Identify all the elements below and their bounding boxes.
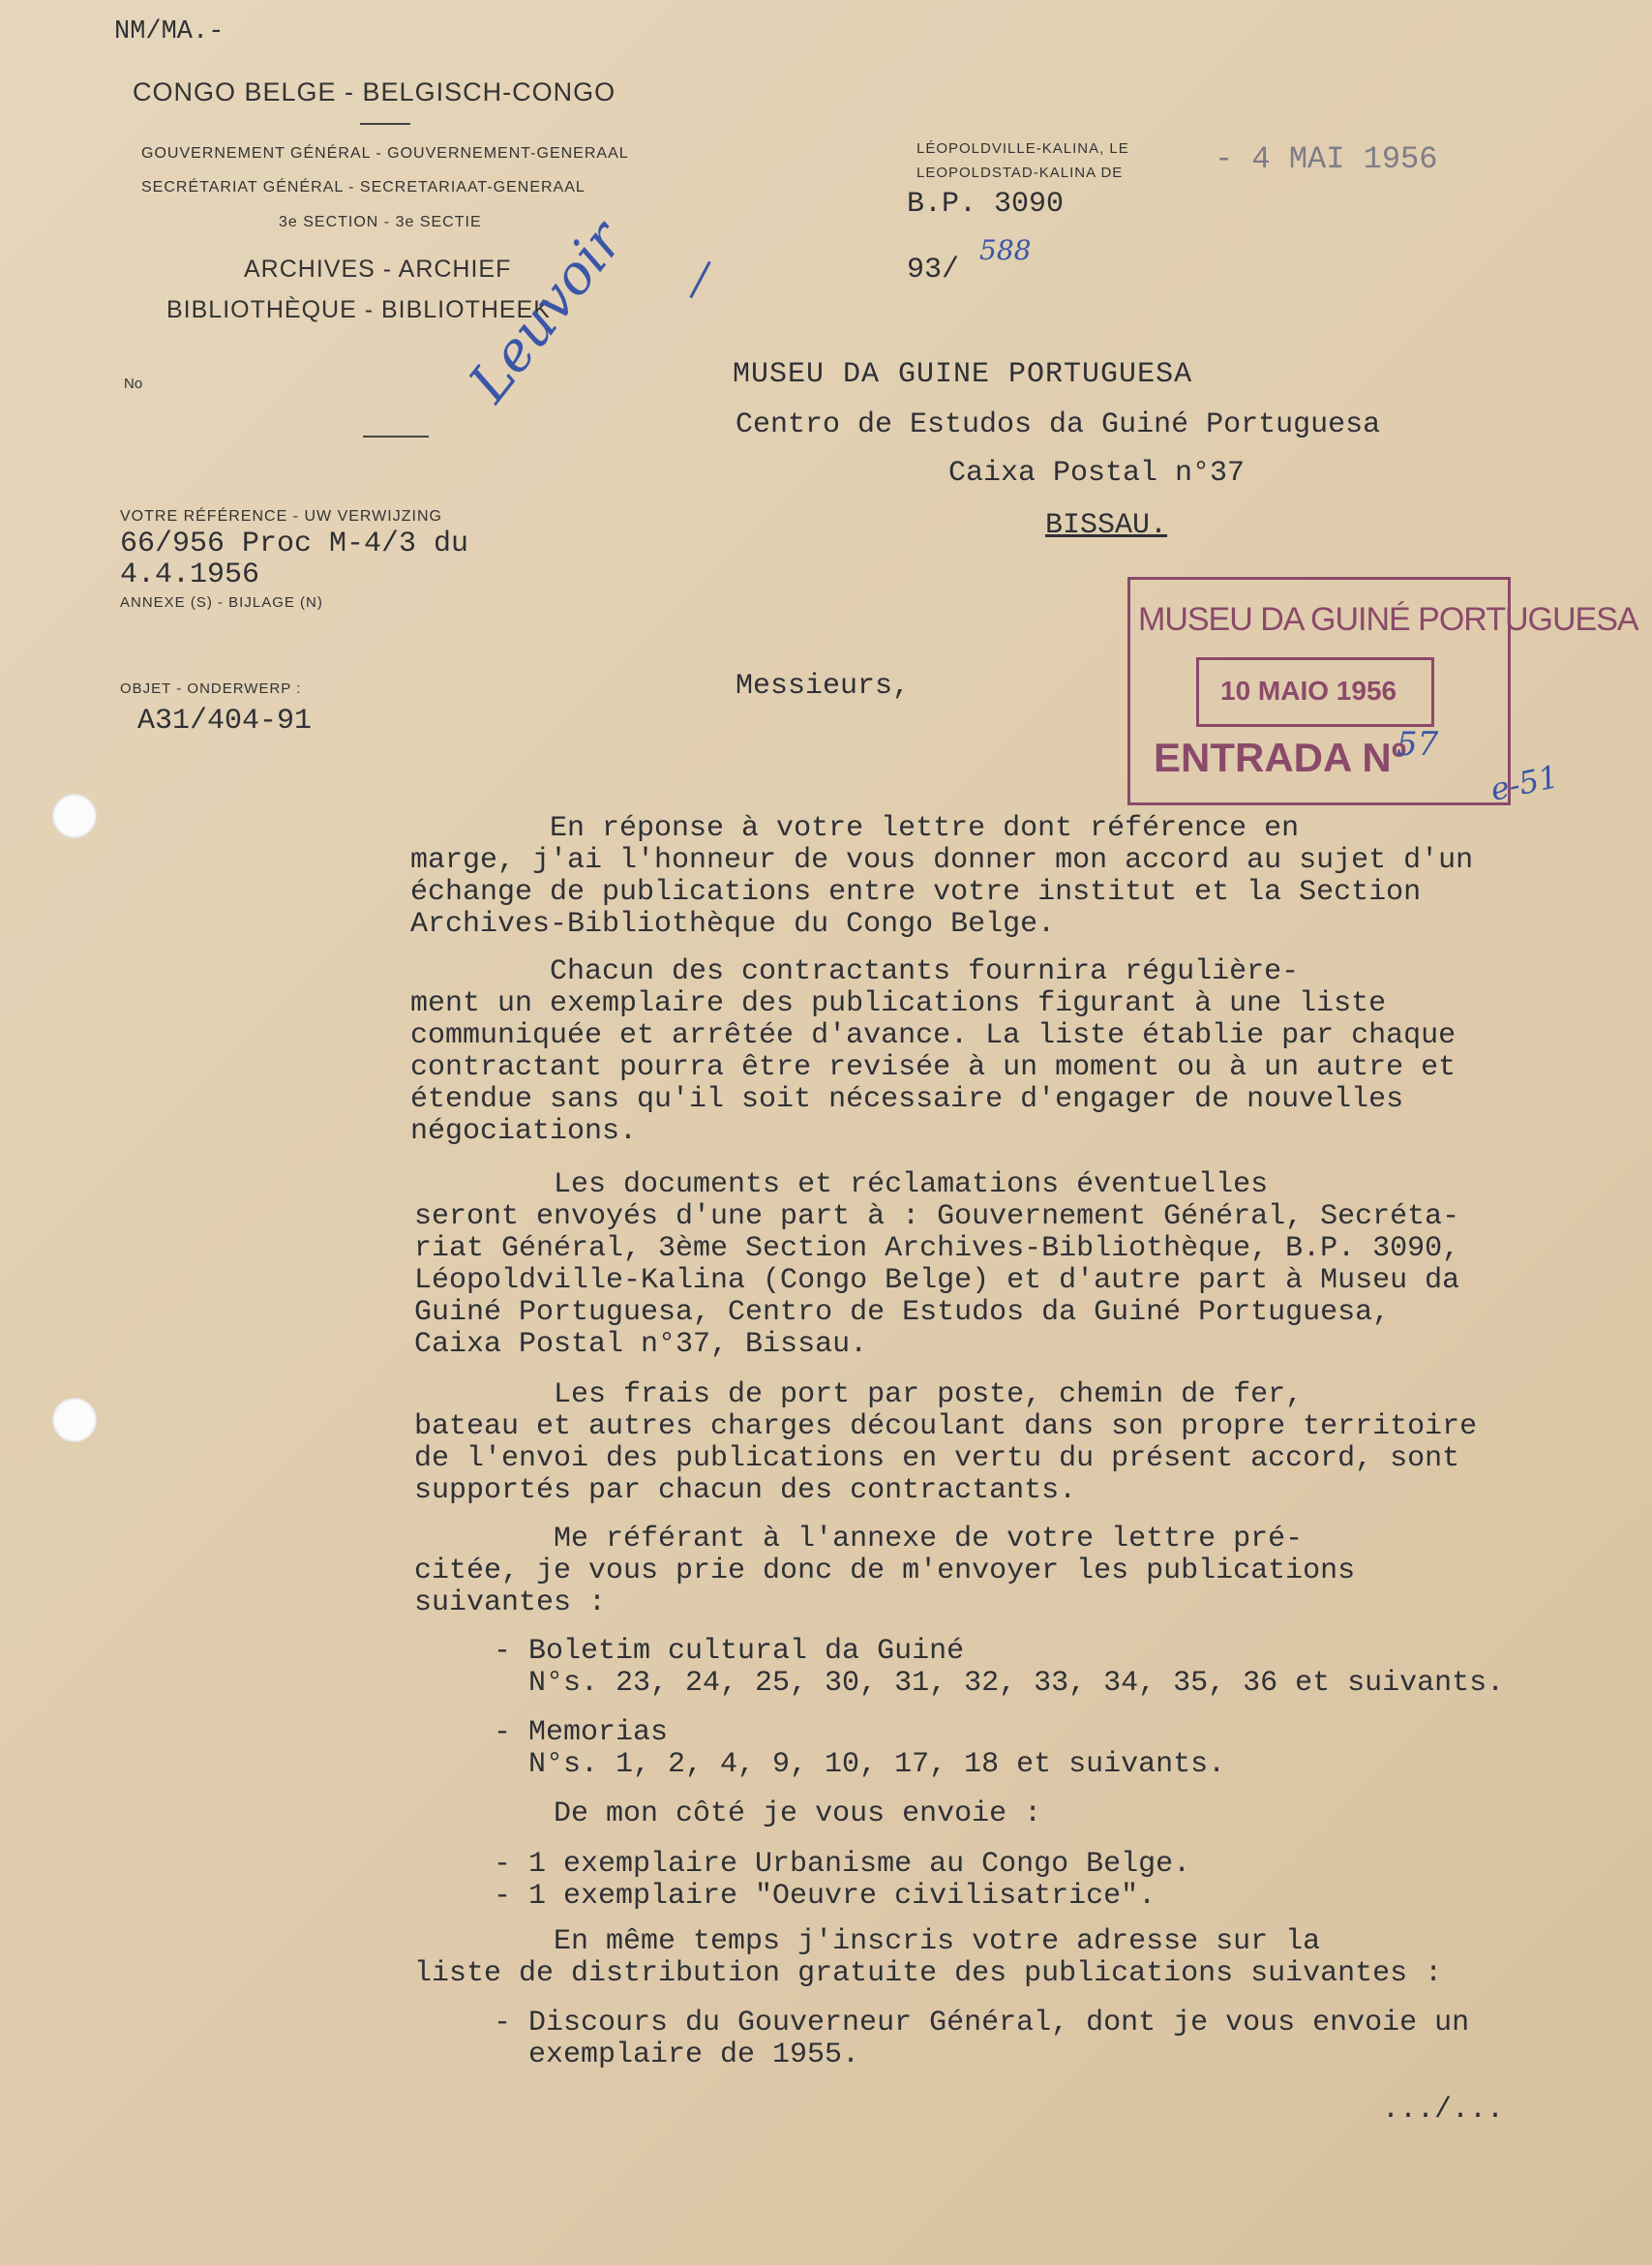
library-line: BIBLIOTHÈQUE - BIBLIOTHEEK (166, 296, 551, 323)
recipient-line-3: Caixa Postal n°37 (948, 457, 1246, 490)
date-stamp: - 4 MAI 1956 (1215, 141, 1438, 177)
country-heading: CONGO BELGE - BELGISCH-CONGO (133, 77, 616, 106)
paragraph-2: Chacun des contractants fournira régulière- ment un exemplaire des publications figurant à une liste communiquée et arrêtée d'avance. La liste établie par chaque contractant pourra être revisée à un moment ou à un autre et étendue sans qu'il soit nécessaire d'engager de nouvelles négociations. (410, 955, 1457, 1148)
recipient-name: MUSEU DA GUINE PORTUGUESA (733, 358, 1193, 391)
header-rule (360, 123, 410, 125)
paragraph-4: Les frais de port par poste, chemin de fer, bateau et autres charges découlant dans son propre territoire de l'envoi des publications en vertu du présent accord, sont supportés par chacun des contractants. (414, 1378, 1478, 1507)
handwritten-note: Leuvoir (457, 209, 636, 414)
list-distribution: - Discours du Gouverneur Général, dont je vous envoie un exemplaire de 1955. (494, 2007, 1470, 2071)
place-line-2: LEOPOLDSTAD-KALINA DE (916, 165, 1124, 181)
list-boletim: - Boletim cultural da Guiné N°s. 23, 24, 25, 30, 31, 32, 33, 34, 35, 36 et suivants. (494, 1635, 1505, 1700)
annex-label: ANNEXE (S) - BIJLAGE (N) (120, 594, 323, 611)
section-line: 3e SECTION - 3e SECTIE (279, 214, 482, 230)
stamp-hand-note: e-51 (1487, 758, 1562, 808)
list-sent-items: - 1 exemplaire Urbanisme au Congo Belge. - 1 exemplaire "Oeuvre civilisatrice". (494, 1848, 1191, 1913)
stamp-title: MUSEU DA GUINÉ PORTUGUESA (1138, 601, 1638, 638)
subject-value: A31/404-91 (137, 705, 313, 738)
handwritten-stroke (689, 261, 710, 298)
initials: NM/MA.- (114, 17, 225, 46)
punch-hole-top (52, 794, 97, 838)
your-reference-date: 4.4.1956 (120, 559, 260, 591)
your-reference-value: 66/956 Proc M-4/3 du (120, 528, 469, 560)
secretariat-line: SECRÉTARIAT GÉNÉRAL - SECRETARIAAT-GENERAAL (141, 179, 586, 196)
recipient-city: BISSAU. (1045, 509, 1168, 542)
stamp-date: 10 MAIO 1956 (1220, 676, 1397, 706)
paragraph-5: Me référant à l'annexe de votre lettre pré- citée, je vous prie donc de m'envoyer les publications suivantes : (414, 1523, 1356, 1619)
stamp-entry-number: 57 (1397, 725, 1439, 764)
gov-line: GOUVERNEMENT GÉNÉRAL - GOUVERNEMENT-GENERAAL (141, 145, 629, 162)
paragraph-3: Les documents et réclamations éventuelles seront envoyés d'une part à : Gouvernement Général, Secréta- riat Général, 3ème Section Archives-Bibliothèque, B.P. 3090, Léopoldville-Kalina (Congo Belge) et d'autre part à Museu da Guiné Portuguesa, Centro de Estudos da Guiné Portuguesa, Caixa Postal n°37, Bissau. (414, 1168, 1460, 1361)
reference-number: 93/ (907, 254, 960, 287)
number-label: No (124, 376, 143, 392)
subject-label: OBJET - ONDERWERP : (120, 680, 302, 697)
bp-number: B.P. 3090 (907, 188, 1065, 221)
stamp-entry-label: ENTRADA Nº (1154, 735, 1407, 780)
number-rule (363, 436, 429, 438)
list-memorias: - Memorias N°s. 1, 2, 4, 9, 10, 17, 18 et suivants. (494, 1716, 1226, 1781)
archives-line: ARCHIVES - ARCHIEF (244, 256, 512, 283)
salutation: Messieurs, (736, 670, 911, 703)
paragraph-6: De mon côté je vous envoie : (414, 1797, 1042, 1830)
place-line-1: LÉOPOLDVILLE-KALINA, LE (916, 140, 1129, 157)
your-reference-label: VOTRE RÉFÉRENCE - UW VERWIJZING (120, 508, 442, 525)
reference-number-handwritten: 588 (979, 234, 1032, 266)
stamp-date-box (1196, 657, 1434, 727)
recipient-line-2: Centro de Estudos da Guiné Portuguesa (736, 408, 1381, 441)
punch-hole-bottom (52, 1398, 97, 1442)
paragraph-7: En même temps j'inscris votre adresse sur la liste de distribution gratuite des publications suivantes : (414, 1925, 1443, 1990)
paragraph-1: En réponse à votre lettre dont référence en marge, j'ai l'honneur de vous donner mon accord au sujet d'un échange de publications entre votre institut et la Section Archives-Bibliothèque du Congo Belge. (410, 812, 1474, 941)
continued-marker: .../... (1382, 2094, 1505, 2127)
